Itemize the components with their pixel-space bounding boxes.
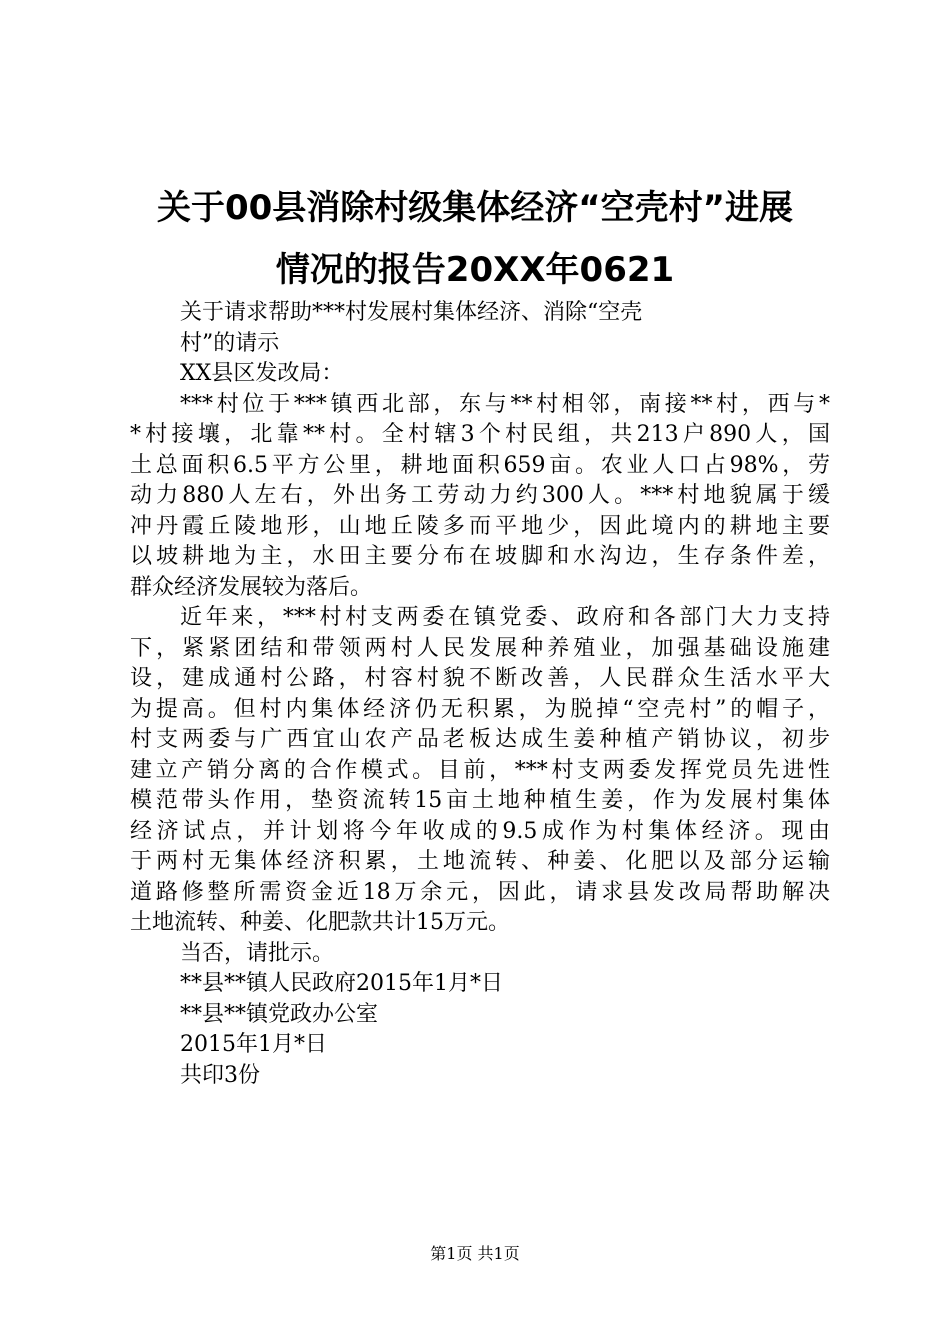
paragraph-2-line: 道路修整所需资金近18万余元，因此，请求县发改局帮助解决 bbox=[130, 879, 830, 905]
document-title-line-2: 情况的报告20XX年0621 bbox=[275, 250, 675, 290]
paragraph-1-line: *村接壤，北靠**村。全村辖3个村民组，共213户890人，国 bbox=[130, 422, 830, 447]
subject-line-1: 关于请求帮助***村发展村集体经济、消除“空壳 bbox=[180, 300, 643, 325]
paragraph-2-line: 经济试点，并计划将今年收成的9.5成作为村集体经济。现由 bbox=[130, 818, 830, 844]
paragraph-1-line: 动力880人左右，外出务工劳动力约300人。***村地貌属于缓 bbox=[130, 483, 830, 508]
document-title-line-1: 关于00县消除村级集体经济“空壳村”进展 bbox=[156, 188, 793, 228]
subject-line-2: 村”的请示 bbox=[180, 330, 280, 356]
paragraph-2-line: 建立产销分离的合作模式。目前，***村支两委发挥党员先进性 bbox=[130, 757, 830, 783]
paragraph-2-line: 土地流转、种姜、化肥款共计15万元。 bbox=[130, 910, 510, 935]
paragraph-2-line: 设，建成通村公路，村容村貌不断改善，人民群众生活水平大 bbox=[130, 666, 830, 691]
paragraph-1-line: 冲丹霞丘陵地形，山地丘陵多而平地少，因此境内的耕地主要 bbox=[130, 513, 830, 539]
paragraph-1-line: 土总面积6.5平方公里，耕地面积659亩。农业人口占98%，劳 bbox=[130, 452, 830, 478]
signature-government: **县**镇人民政府2015年1月*日 bbox=[180, 971, 503, 996]
paragraph-2-line: 近年来，***村村支两委在镇党委、政府和各部门大力支持 bbox=[180, 605, 830, 630]
addressee: XX县区发改局： bbox=[180, 361, 344, 386]
paragraph-2-line: 于两村无集体经济积累，土地流转、种姜、化肥以及部分运输 bbox=[130, 849, 830, 874]
paragraph-2-line: 下，紧紧团结和带领两村人民发展种养殖业，加强基础设施建 bbox=[130, 635, 830, 661]
paragraph-1-line: 群众经济发展较为落后。 bbox=[130, 574, 373, 600]
paragraph-2-line: 模范带头作用，垫资流转15亩土地种植生姜，作为发展村集体 bbox=[130, 788, 830, 813]
document-body bbox=[130, 298, 830, 1091]
page-footer: 第1页 共1页 bbox=[430, 1244, 520, 1263]
copies-note: 共印3份 bbox=[180, 1062, 260, 1088]
paragraph-1-line: ***村位于***镇西北部，东与**村相邻，南接**村，西与* bbox=[180, 391, 830, 417]
paragraph-1-line: 以坡耕地为主，水田主要分布在坡脚和水沟边，生存条件差， bbox=[130, 544, 830, 569]
paragraph-2-line: 为提高。但村内集体经济仍无积累，为脱掉“空壳村”的帽子， bbox=[130, 696, 830, 722]
signature-office: **县**镇党政办公室 bbox=[180, 1001, 379, 1027]
signature-date: 2015年1月*日 bbox=[180, 1032, 327, 1057]
paragraph-2-line: 村支两委与广西宜山农产品老板达成生姜种植产销协议，初步 bbox=[130, 727, 830, 752]
closing-line: 当否，请批示。 bbox=[180, 940, 335, 966]
